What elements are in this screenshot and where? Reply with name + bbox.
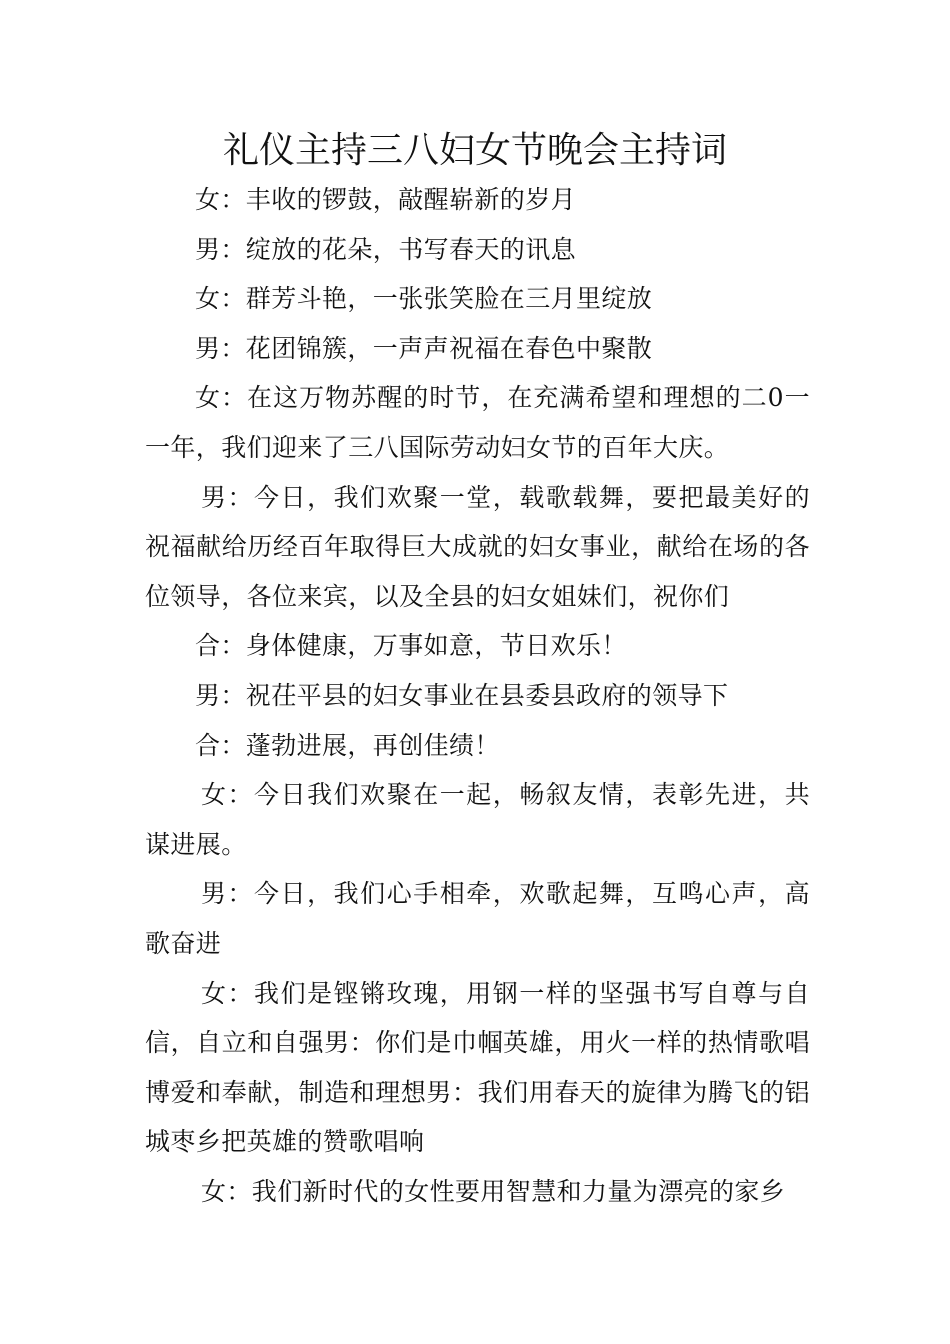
paragraph: 女：群芳斗艳，一张张笑脸在三月里绽放 [195,284,653,314]
paragraph: 男：今日，我们欢聚一堂，载歌载舞，要把最美好的祝福献给历经百年取得巨大成就的妇女事业，献给在场的各位领导，各位来宾，以及全县的妇女姐妹们，祝你们 [145,482,810,611]
paragraph: 男：绽放的花朵，书写春天的讯息 [195,234,577,264]
paragraph: 男：今日，我们心手相牵，欢歌起舞，互鸣心声，高歌奋进 [145,879,810,958]
paragraph: 女：丰收的锣鼓，敲醒崭新的岁月 [195,185,577,214]
document-title: 礼仪主持三八妇女节晚会主持词 [222,130,727,171]
paragraph: 女：今日我们欢聚在一起，畅叙友情，表彰先进，共谋进展。 [145,780,810,859]
paragraph: 女：在这万物苏醒的时节，在充满希望和理想的二0一一年，我们迎来了三八国际劳动妇女节的百年大庆。 [145,383,810,462]
paragraph: 女：我们是铿锵玫瑰，用钢一样的坚强书写自尊与自信，自立和自强男：你们是巾帼英雄，用火一样的热情歌唱博爱和奉献，制造和理想男：我们用春天的旋律为腾飞的铝城枣乡把英雄的赞歌唱响 [145,978,810,1157]
paragraph: 合：身体健康，万事如意，节日欢乐！ [195,631,627,661]
paragraph: 合：蓬勃进展，再创佳绩！ [195,730,500,760]
paragraph: 男：祝茌平县的妇女事业在县委县政府的领导下 [195,680,729,710]
paragraph: 男：花团锦簇，一声声祝福在春色中聚散 [195,333,653,363]
paragraph: 女：我们新时代的女性要用智慧和力量为漂亮的家乡 [201,1176,786,1206]
document-body [145,175,810,1216]
